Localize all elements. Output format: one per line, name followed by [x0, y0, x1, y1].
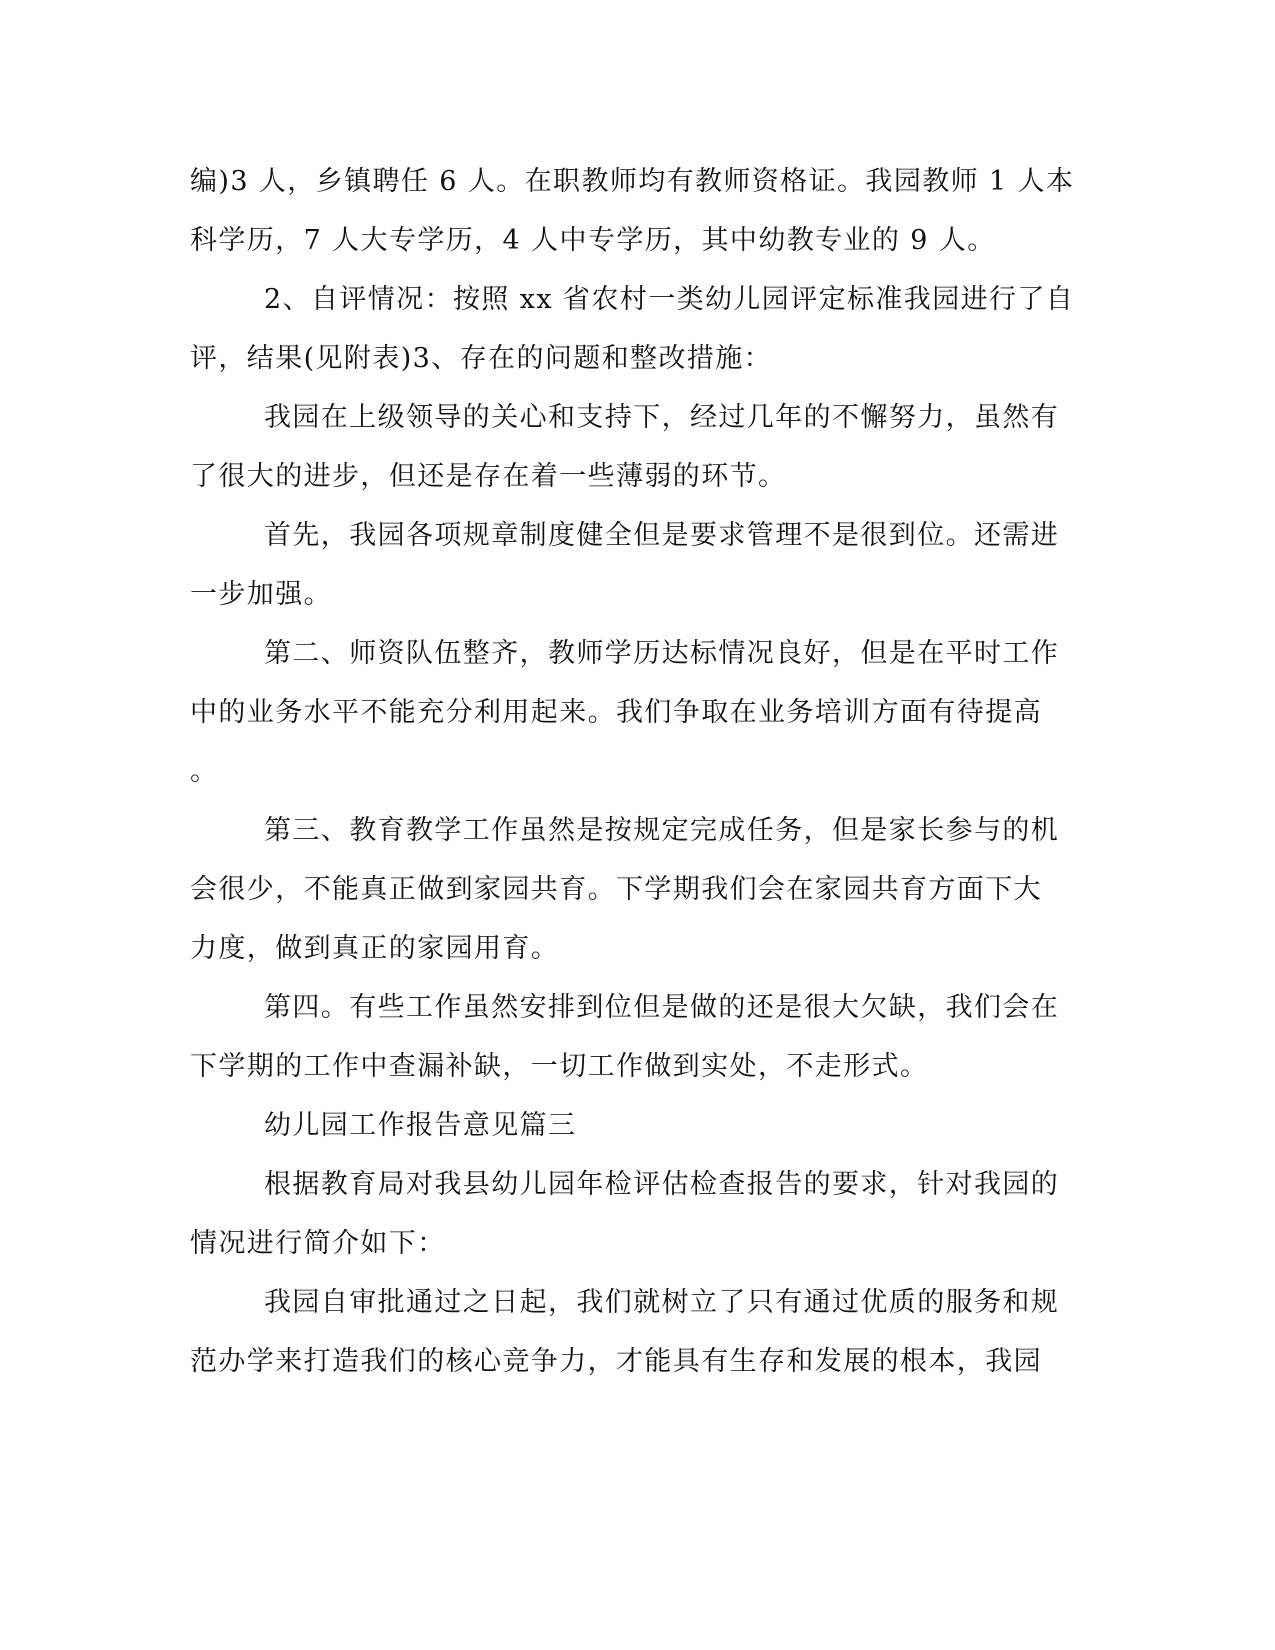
text-line: 了很大的进步，但还是存在着一些薄弱的环节。 [190, 461, 787, 492]
text-line: 第三、教育教学工作虽然是按规定完成任务，但是家长参与的机 [264, 815, 1060, 846]
text-line: 会很少，不能真正做到家园共育。下学期我们会在家园共育方面下大 [190, 874, 1042, 905]
text-line: 科学历，7 人大专学历，4 人中专学历，其中幼教专业的 9 人。 [190, 225, 996, 256]
text-line: 评，结果(见附表)3、存在的问题和整改措施： [190, 343, 773, 374]
text-line: 范办学来打造我们的核心竞争力，才能具有生存和发展的根本，我园 [190, 1346, 1042, 1377]
text-line: 我园自审批通过之日起，我们就树立了只有通过优质的服务和规 [264, 1287, 1060, 1318]
text-line: 根据教育局对我县幼儿园年检评估检查报告的要求，针对我园的 [264, 1169, 1060, 1200]
text-line: 情况进行简介如下： [190, 1228, 446, 1259]
text-line: 我园在上级领导的关心和支持下，经过几年的不懈努力，虽然有 [264, 402, 1060, 433]
text-line: 力度，做到真正的家园用育。 [190, 933, 560, 964]
text-line: 。 [190, 756, 219, 787]
text-line: 一步加强。 [190, 579, 332, 610]
section-heading: 幼儿园工作报告意见篇三 [264, 1110, 577, 1141]
text-line: 编)3 人，乡镇聘任 6 人。在职教师均有教师资格证。我园教师 1 人本 [190, 166, 1075, 197]
text-line: 第四。有些工作虽然安排到位但是做的还是很大欠缺，我们会在 [264, 992, 1060, 1023]
text-line: 下学期的工作中查漏补缺，一切工作做到实处，不走形式。 [190, 1051, 929, 1082]
text-line: 2、自评情况：按照 xx 省农村一类幼儿园评定标准我园进行了自 [264, 284, 1075, 315]
text-line: 首先，我园各项规章制度健全但是要求管理不是很到位。还需进 [264, 520, 1060, 551]
text-line: 第二、师资队伍整齐，教师学历达标情况良好，但是在平时工作 [264, 638, 1060, 669]
text-line: 中的业务水平不能充分利用起来。我们争取在业务培训方面有待提高 [190, 697, 1042, 728]
